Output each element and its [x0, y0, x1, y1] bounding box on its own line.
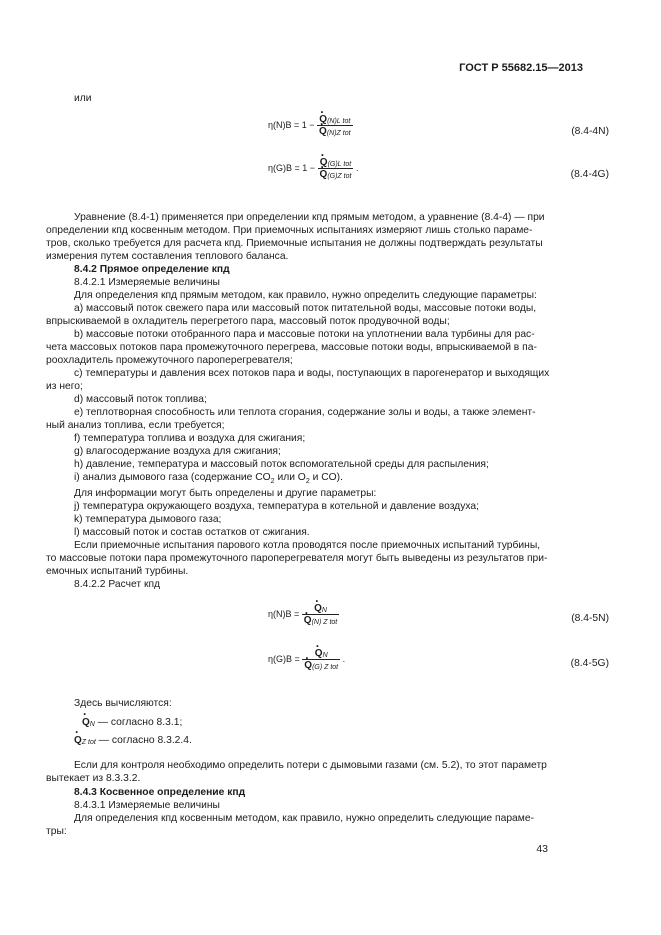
paragraph-line: вытекает из 8.3.3.2. — [46, 773, 141, 784]
calc-item-2: · QZ tot — согласно 8.3.2.4. — [74, 734, 192, 749]
list-line: из него; — [46, 381, 83, 392]
list-line: то массовые потоки пара промежуточного пароперегревателя могут быть выведены из результатов при- — [46, 553, 548, 564]
list-line-i: i) анализ дымового газа (содержание $CO_2$ или $O_2$ и CO). — [74, 472, 343, 486]
page-number: 43 — [536, 843, 548, 855]
eq-fraction: · QN · Q(N) Z tot — [302, 603, 339, 626]
equation-8-4-4n — [268, 114, 353, 137]
paragraph-line: Уравнение (8.4-1) применяется при определении кпд прямым методом, а уравнение (8.4-4) — при — [74, 212, 545, 223]
list-line: е) теплотворная способность или теплота сгорания, содержание золы и воды, а также элемент- — [74, 407, 536, 418]
list-line: а) массовый поток свежего пара или массовый поток питательной воды, массовые потоки воды, — [74, 303, 537, 314]
list-line: g) влагосодержание воздуха для сжигания; — [74, 446, 281, 457]
list-line: роохладитель промежуточного пароперегревателя; — [46, 355, 293, 366]
list-line: f) температура топлива и воздуха для сжигания; — [74, 433, 306, 444]
section-heading: 8.4.3 Косвенное определение кпд — [74, 787, 246, 798]
paragraph-line: измерения путем составления теплового баланса. — [46, 251, 289, 262]
list-line: d) массовый поток топлива; — [74, 394, 207, 405]
paragraph-line: тры: — [46, 826, 67, 837]
paragraph-line: Если для контроля необходимо определить потери с дымовыми газами (см. 5.2), то этот параметр — [74, 760, 547, 771]
list-line: h) давление, температура и массовый поток вспомогательной среды для распыления; — [74, 459, 489, 470]
list-line: с) температуры и давления всех потоков пара и воды, поступающих в парогенератор и выходящих — [74, 368, 550, 379]
list-line: ный анализ топлива, если требуется; — [46, 420, 225, 431]
eq-lhs: η(N)B = 1 − — [268, 119, 315, 130]
list-line: l) массовый поток и состав остатков от сжигания. — [74, 527, 310, 538]
eq-fraction: · Q(N)L tot · Q(N)Z tot — [317, 114, 353, 137]
calc-item-1: · QN — согласно 8.3.1; — [82, 716, 182, 731]
equation-8-4-5g: η(G)B = · QN · Q(G) Z tot . — [268, 648, 345, 671]
paragraph-line: Для определения кпд косвенным методом, как правило, нужно определить следующие параме- — [74, 813, 535, 824]
subsection-heading: 8.4.2.2 Расчет кпд — [74, 579, 161, 590]
eq-fraction: · QN · Q(G) Z tot — [302, 648, 340, 671]
paragraph-line: определении кпд косвенным методом. При приемочных испытаниях измеряют лишь столько параме- — [46, 225, 533, 236]
list-line: j) температура окружающего воздуха, температура в котельной и давление воздуха; — [74, 501, 479, 512]
equation-label: (8.4-5G) — [570, 658, 609, 669]
paragraph-line: тров, сколько требуется для расчета кпд. Приемочные испытания не должны подтверждать результаты — [46, 238, 543, 249]
equation-8-4-5n — [268, 603, 339, 626]
list-line: емочных испытаний турбины. — [46, 566, 189, 577]
document-header: ГОСТ Р 55682.15—2013 — [459, 62, 583, 74]
section-heading: 8.4.2 Прямое определение кпд — [74, 264, 230, 275]
list-line: чета массовых потоков пара промежуточного перегрева, массовые потоки воды, впрыскиваемой в па- — [46, 342, 537, 353]
subsection-heading: 8.4.2.1 Измеряемые величины — [74, 277, 220, 288]
calc-intro: Здесь вычисляются: — [74, 698, 172, 709]
subsection-heading: 8.4.3.1 Измеряемые величины — [74, 800, 220, 811]
equation-label: (8.4-4G) — [570, 169, 609, 180]
eq-fraction: · Q(G)L tot · Q(G)Z tot — [318, 157, 354, 180]
list-line: впрыскиваемой в охладитель перегретого пара, массовый поток продувочной воды; — [46, 316, 450, 327]
equation-label: (8.4-5N) — [571, 613, 609, 624]
list-line: k) температура дымового газа; — [74, 514, 222, 525]
equation-label: (8.4-4N) — [571, 126, 609, 137]
list-line: Для определения кпд прямым методом, как правило, нужно определить следующие параметры: — [74, 290, 537, 301]
eq-lhs: η(G)B = — [268, 653, 300, 664]
list-line: b) массовые потоки отобранного пара и массовые потоки на уплотнении вала турбины для рас- — [74, 329, 535, 340]
eq-lhs: η(G)B = 1 − — [268, 162, 316, 173]
eq-lhs: η(N)B = — [268, 608, 300, 619]
list-line: Если приемочные испытания парового котла проводятся после приемочных испытаний турбины, — [74, 540, 541, 551]
or-word: или — [74, 93, 92, 104]
equation-8-4-4g: η(G)B = 1 − · Q(G)L tot · Q(G)Z tot . — [268, 157, 358, 180]
list-line: Для информации могут быть определены и другие параметры: — [74, 488, 377, 499]
